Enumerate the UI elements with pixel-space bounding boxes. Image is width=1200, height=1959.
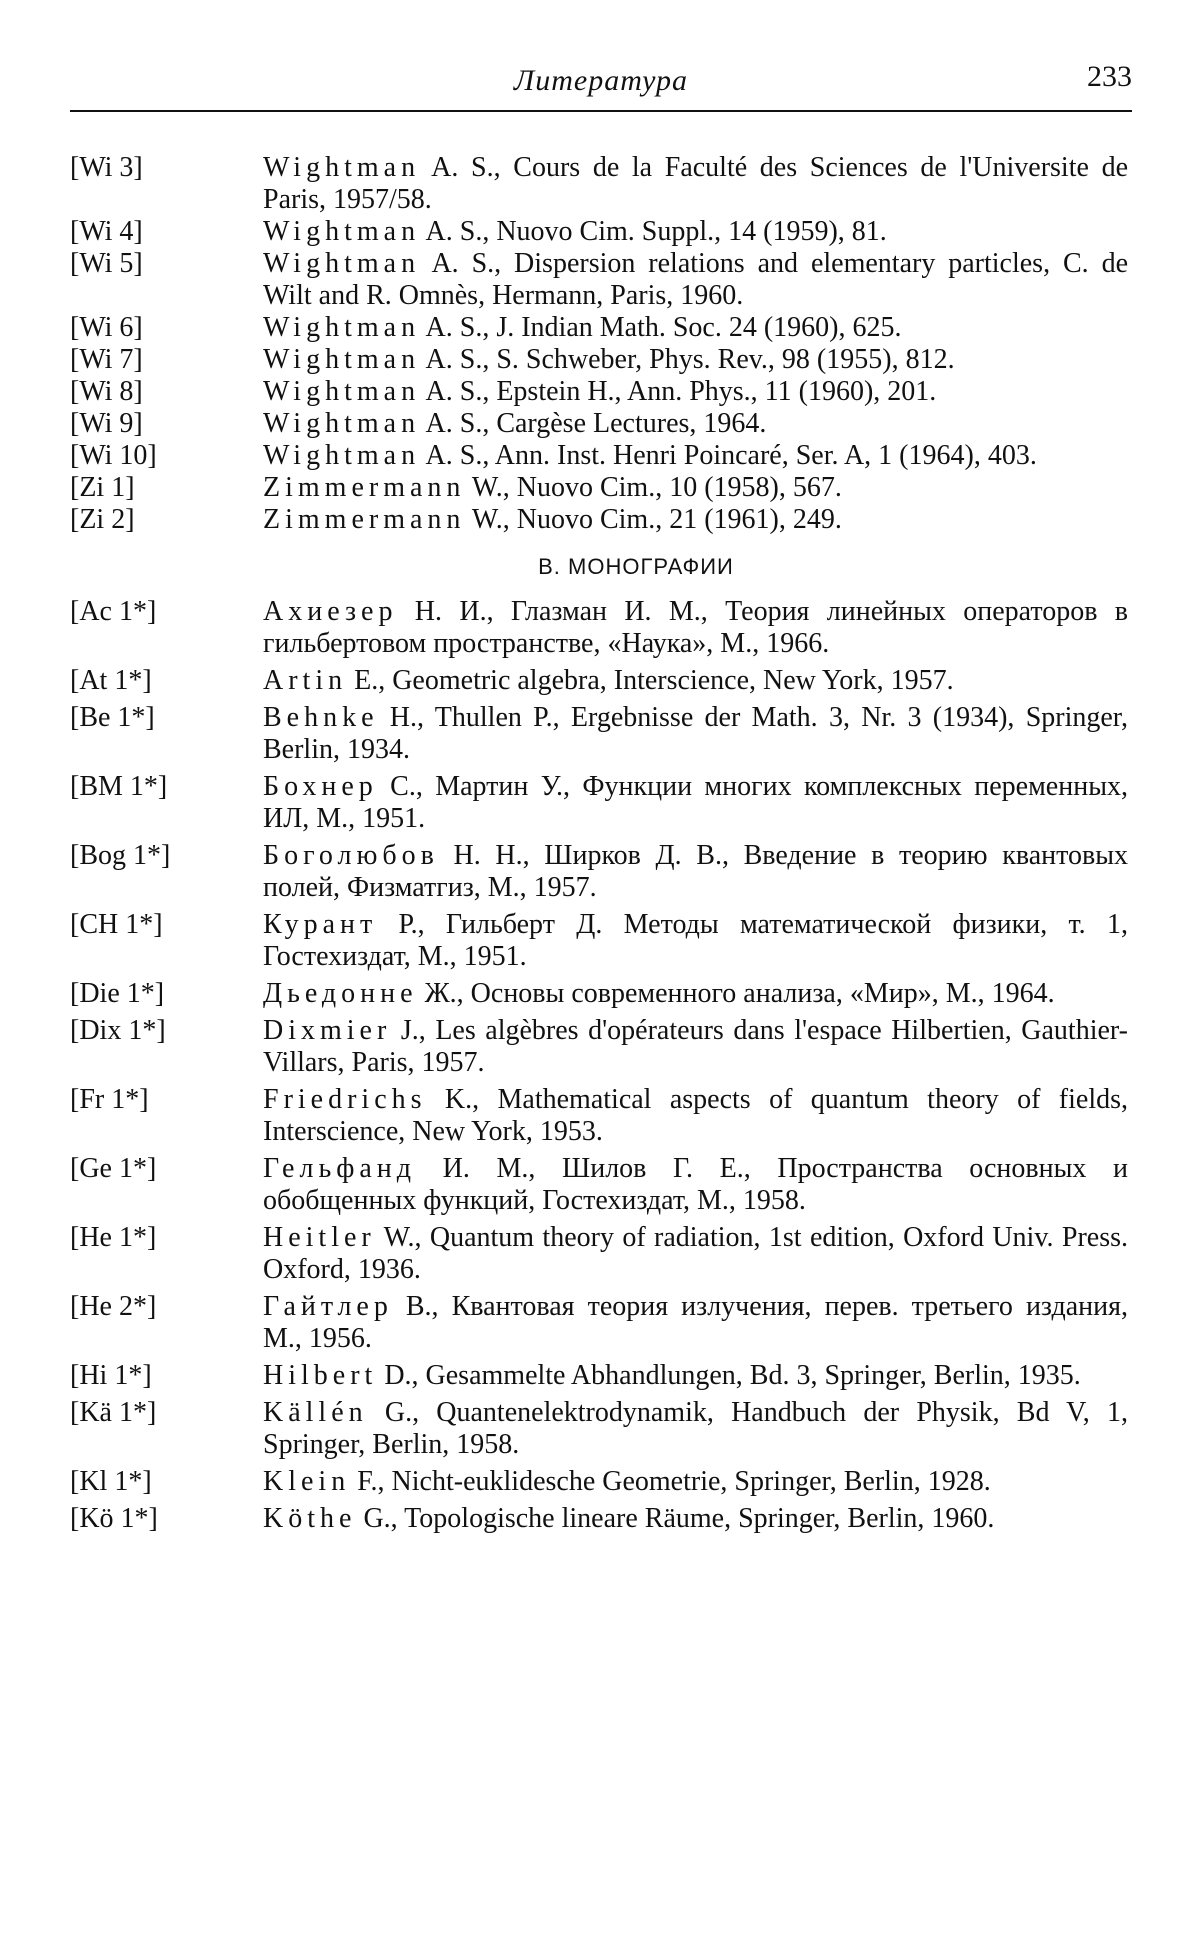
reference-author: Källén — [263, 1397, 368, 1428]
reference-entry — [70, 1222, 1132, 1286]
reference-list-articles — [70, 152, 1132, 536]
reference-key: [Wi 10] — [70, 440, 157, 471]
reference-key: [Kl 1*] — [70, 1466, 152, 1497]
reference-author: Гайтлер — [263, 1291, 393, 1322]
reference-author: Zimmermann — [263, 472, 466, 503]
reference-entry — [70, 1015, 1132, 1079]
reference-details: A. S., Nuovo Cim. Suppl., 14 (1959), 81. — [420, 216, 887, 247]
reference-entry — [70, 596, 1132, 660]
reference-entry — [70, 248, 1132, 312]
reference-key: [Bog 1*] — [70, 840, 171, 871]
reference-key: [Ge 1*] — [70, 1153, 157, 1184]
references — [70, 152, 1132, 1540]
reference-author: Friedrichs — [263, 1084, 427, 1115]
reference-details: A. S., Cours de la Faculté des Sciences de l'Universite de Paris, 1957/58. — [263, 152, 1128, 215]
reference-text — [263, 408, 1128, 440]
reference-entry — [70, 978, 1132, 1010]
reference-entry — [70, 1360, 1132, 1392]
reference-entry — [70, 376, 1132, 408]
reference-details: A. S., Ann. Inst. Henri Poincaré, Ser. A, 1 (1964), 403. — [420, 440, 1037, 471]
reference-details: Ж., Основы современного анализа, «Мир», М., 1964. — [417, 978, 1055, 1009]
reference-author: Боголюбов — [263, 840, 439, 871]
reference-key: [Dix 1*] — [70, 1015, 166, 1046]
reference-key: [Zi 1] — [70, 472, 135, 503]
reference-entry — [70, 1466, 1132, 1498]
reference-key: [Wi 3] — [70, 152, 143, 183]
reference-text — [263, 1084, 1128, 1148]
reference-details: D., Gesammelte Abhandlungen, Bd. 3, Springer, Berlin, 1935. — [377, 1360, 1081, 1391]
reference-entry — [70, 771, 1132, 835]
reference-entry — [70, 1291, 1132, 1355]
reference-text — [263, 312, 1128, 344]
reference-text — [263, 152, 1128, 216]
reference-key: [Wi 8] — [70, 376, 143, 407]
reference-author: Köthe — [263, 1503, 357, 1534]
reference-text — [263, 1291, 1128, 1355]
reference-entry — [70, 504, 1132, 536]
reference-details: Р., Гильберт Д. Методы математической физики, т. 1, Гостехиздат, М., 1951. — [263, 909, 1128, 972]
section-heading: В. МОНОГРАФИИ — [538, 554, 734, 579]
reference-details: K., Mathematical aspects of quantum theory of fields, Interscience, New York, 1953. — [263, 1084, 1128, 1147]
reference-entry — [70, 344, 1132, 376]
reference-key: [He 2*] — [70, 1291, 157, 1322]
reference-key: [CH 1*] — [70, 909, 163, 940]
reference-text — [263, 909, 1128, 973]
reference-key: [Be 1*] — [70, 702, 155, 733]
reference-details: W., Nuovo Cim., 21 (1961), 249. — [465, 504, 842, 535]
reference-text — [263, 1222, 1128, 1286]
reference-details: E., Geometric algebra, Interscience, New York, 1957. — [347, 665, 954, 696]
reference-text — [263, 472, 1128, 504]
reference-details: G., Quantenelektrodynamik, Handbuch der Physik, Bd V, 1, Springer, Berlin, 1958. — [263, 1397, 1128, 1460]
reference-author: Wightman — [263, 312, 421, 343]
reference-author: Wightman — [263, 440, 421, 471]
reference-key: [Wi 5] — [70, 248, 143, 279]
reference-key: [BM 1*] — [70, 771, 168, 802]
reference-text — [263, 1466, 1128, 1498]
reference-text — [263, 216, 1128, 248]
reference-entry — [70, 1503, 1132, 1535]
reference-entry — [70, 1153, 1132, 1217]
reference-details: В., Квантовая теория излучения, перев. третьего издания, М., 1956. — [263, 1291, 1128, 1354]
reference-author: Klein — [263, 1466, 351, 1497]
reference-text — [263, 504, 1128, 536]
reference-entry — [70, 1397, 1132, 1461]
reference-author: Дьедонне — [263, 978, 418, 1009]
reference-entry — [70, 1084, 1132, 1148]
reference-details: A. S., S. Schweber, Phys. Rev., 98 (1955), 812. — [420, 344, 955, 375]
reference-key: [Die 1*] — [70, 978, 165, 1009]
reference-author: Wightman — [263, 248, 421, 279]
reference-author: Ахиезер — [263, 596, 398, 627]
reference-key: [Kö 1*] — [70, 1503, 158, 1534]
reference-details: A. S., Dispersion relations and elementary particles, C. de Wilt and R. Omnès, Hermann, Paris, 1960. — [263, 248, 1128, 311]
reference-author: Wightman — [263, 152, 421, 183]
reference-text — [263, 376, 1128, 408]
reference-author: Dixmier — [263, 1015, 392, 1046]
running-title: Литература — [513, 64, 689, 97]
reference-author: Artin — [263, 665, 348, 696]
reference-details: A. S., Cargèse Lectures, 1964. — [420, 408, 767, 439]
page-number: 233 — [1087, 60, 1132, 93]
reference-text — [263, 771, 1128, 835]
reference-key: [Ac 1*] — [70, 596, 157, 627]
reference-details: A. S., J. Indian Math. Soc. 24 (1960), 625. — [420, 312, 902, 343]
reference-author: Wightman — [263, 408, 421, 439]
reference-author: Бохнер — [263, 771, 378, 802]
reference-key: [He 1*] — [70, 1222, 157, 1253]
reference-details: Н. Н., Ширков Д. В., Введение в теорию квантовых полей, Физматгиз, М., 1957. — [263, 840, 1128, 903]
reference-text — [263, 665, 1128, 697]
reference-entry — [70, 909, 1132, 973]
reference-text — [263, 596, 1128, 660]
page-header — [70, 58, 1132, 112]
reference-text — [263, 440, 1128, 472]
reference-author: Zimmermann — [263, 504, 466, 535]
reference-text — [263, 1503, 1128, 1535]
reference-text — [263, 1397, 1128, 1461]
reference-author: Wightman — [263, 216, 421, 247]
reference-key: [Wi 9] — [70, 408, 143, 439]
reference-text — [263, 978, 1128, 1010]
reference-key: [Kä 1*] — [70, 1397, 157, 1428]
reference-text — [263, 1015, 1128, 1079]
reference-author: Behnke — [263, 702, 379, 733]
reference-text — [263, 1153, 1128, 1217]
reference-key: [Fr 1*] — [70, 1084, 149, 1115]
reference-text — [263, 248, 1128, 312]
reference-details: F., Nicht-euklidesche Geometrie, Springer, Berlin, 1928. — [350, 1466, 991, 1497]
reference-details: W., Quantum theory of radiation, 1st edition, Oxford Univ. Press. Oxford, 1936. — [263, 1222, 1128, 1285]
reference-key: [Zi 2] — [70, 504, 135, 535]
reference-entry — [70, 702, 1132, 766]
reference-details: A. S., Epstein H., Ann. Phys., 11 (1960), 201. — [420, 376, 937, 407]
reference-entry — [70, 440, 1132, 472]
reference-details: И. М., Шилов Г. Е., Пространства основных и обобщенных функций, Гостехиздат, М., 1958. — [263, 1153, 1128, 1216]
reference-key: [Wi 4] — [70, 216, 143, 247]
reference-entry — [70, 216, 1132, 248]
reference-details: W., Nuovo Cim., 10 (1958), 567. — [465, 472, 842, 503]
reference-author: Wightman — [263, 344, 421, 375]
reference-key: [Hi 1*] — [70, 1360, 152, 1391]
reference-text — [263, 1360, 1128, 1392]
reference-entry — [70, 312, 1132, 344]
reference-list-monographs — [70, 596, 1132, 1535]
reference-author: Heitler — [263, 1222, 376, 1253]
reference-text — [263, 702, 1128, 766]
reference-text — [263, 344, 1128, 376]
reference-details: H., Thullen P., Ergebnisse der Math. 3, Nr. 3 (1934), Springer, Berlin, 1934. — [263, 702, 1128, 765]
reference-details: Н. И., Глазман И. М., Теория линейных операторов в гильбертовом пространстве, «Наука», М., 1966. — [263, 596, 1128, 659]
reference-text — [263, 840, 1128, 904]
reference-author: Гельфанд — [263, 1153, 417, 1184]
reference-entry — [70, 472, 1132, 504]
reference-entry — [70, 840, 1132, 904]
reference-details: G., Topologische lineare Räume, Springer, Berlin, 1960. — [356, 1503, 995, 1534]
reference-key: [Wi 7] — [70, 344, 143, 375]
reference-entry — [70, 152, 1132, 216]
reference-author: Курант — [263, 909, 378, 940]
reference-author: Hilbert — [263, 1360, 378, 1391]
reference-entry — [70, 665, 1132, 697]
reference-key: [Wi 6] — [70, 312, 143, 343]
reference-details: С., Мартин У., Функции многих комплексных переменных, ИЛ, М., 1951. — [263, 771, 1128, 834]
reference-details: J., Les algèbres d'opérateurs dans l'espace Hilbertien, Gauthier-Villars, Paris, 1957. — [263, 1015, 1128, 1078]
reference-key: [At 1*] — [70, 665, 152, 696]
reference-entry — [70, 408, 1132, 440]
reference-author: Wightman — [263, 376, 421, 407]
